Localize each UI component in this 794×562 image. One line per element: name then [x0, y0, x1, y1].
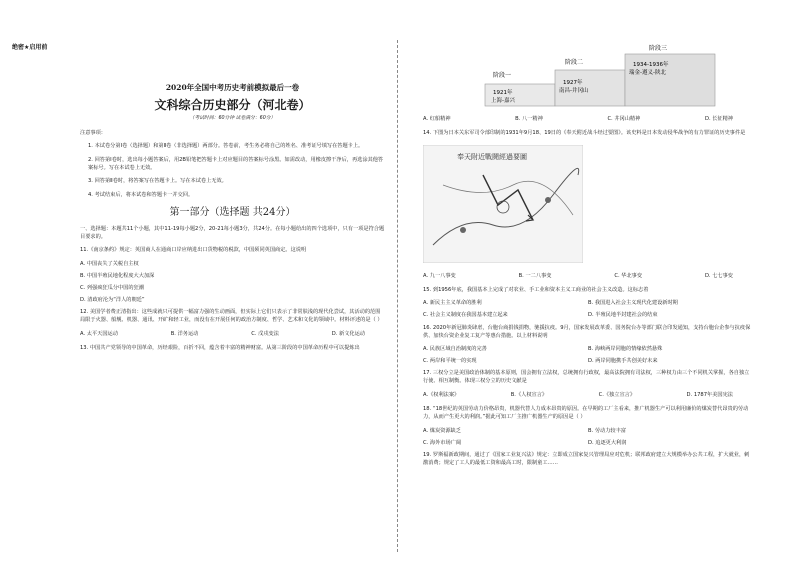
question-17-options: [423, 391, 753, 399]
question-18-option: B. 劳动力较丰富: [588, 427, 626, 434]
stage-timeline: [483, 44, 733, 108]
map-title: 奉天附近戰鬪經過要圖: [457, 152, 527, 161]
question-13-option: D. 长征精神: [704, 116, 733, 123]
exam-subtitle: 文科综合历史部分（河北卷）: [154, 97, 311, 112]
left-column: [80, 54, 385, 357]
timeline-year: 1934-1936年: [633, 62, 669, 68]
question-16-stem: 16. 2020年新冠肺炎肆虐，台胞台商捐钱捐物，驰援抗疫。9月，国家发展改革委、国务院台办等部门联合印发通知，支持台胞台企参与抗疫保供、加快台资企业复工复产等惠台措施。以上材料说明: [423, 324, 751, 339]
question-12-option: B. 洋务运动: [170, 330, 199, 337]
instruction-item: 2. 回答第Ⅰ卷时，选出每小题答案后，用2B铅笔把答题卡上对应题目的答案标号涂黑。如需改动，用橡皮擦干净后，再选涂其他答案标号。写在本试卷上无效。: [88, 156, 384, 171]
exam-title: 2020年全国中考历史考前模拟最后一卷: [165, 83, 300, 92]
right-column: [423, 44, 753, 472]
timeline-place: 上海-嘉兴: [491, 98, 515, 104]
map-city-marker: [460, 227, 466, 233]
question-15-options-row: [423, 299, 753, 307]
section-intro: 一、选择题：本题共11个小题，其中11-19每小题2分，20-21每小题3分，共24分。在每小题给出的四个选项中，只有一项是符合题目要求的。: [80, 225, 385, 240]
question-13-options: [423, 115, 753, 123]
question-15-option: C. 社会主义制度在我国基本建立起来: [423, 312, 508, 319]
question-16-options-row: [423, 357, 753, 365]
secret-label: 绝密★启用前: [12, 44, 48, 51]
question-15-option: D. 半殖民地半封建社会的结束: [588, 312, 658, 319]
question-12-options: [80, 330, 385, 338]
question-16-options-row: [423, 345, 753, 353]
question-15-stem: 15. 到1956年底，我国基本上完成了对农业、手工业和资本主义工商业的社会主义改造。这标志着: [423, 286, 649, 293]
question-17-stem: 17. 三权分立是美国政治体制的基本原则，国会拥有立法权，总统拥有行政权，最高法院拥有司法权，三种权力由三个不同机关掌握，各自独立行使、相互制衡。体现三权分立的历史文献是: [423, 370, 750, 385]
question-15-option: B. 我国进入社会主义现代化建设新时期: [588, 300, 678, 307]
question-18-options-row: [423, 439, 753, 447]
question-14-stem: 14. 下图为日本关东军司令部印制的1931年9月18、19日的《奉天附近战斗经过要图》。该史料是日本发动侵华战争的有力罪证的历史事件是: [423, 130, 746, 137]
question-11-stem: 11.《南京条约》规定：英国商人在通商口岸应纳进出口货物税的税款，中国须同英国商定。这说明: [80, 247, 307, 254]
question-16-option: B. 海峡两岸同胞的情缘依然悬殊: [588, 346, 663, 353]
question-14-options: [423, 272, 753, 280]
question-15-option: A. 新民主主义革命的胜利: [423, 300, 482, 307]
question-19-stem: 19. 罗斯福新政期间，通过了《国家工业复兴法》规定：立即成立国家复兴管理局应对危机；联邦政府建立大规模举办公共工程，扩大就业，刺激消费；规定了工人的最低工资和最高工时，限制童工……: [423, 451, 750, 466]
question-17-option: A.《权利法案》: [423, 391, 460, 398]
question-16-option: C. 两岸和平统一的实现: [423, 358, 477, 365]
question-17-option: C.《独立宣言》: [598, 391, 636, 398]
question-12-option: A. 太平天国运动: [80, 330, 118, 337]
instruction-item: 4. 考试结束后，将本试卷和答题卡一并交回。: [88, 191, 194, 198]
question-18-option: D. 追逐更大利润: [588, 439, 627, 446]
timeline-stage-label: 阶段一: [493, 72, 512, 79]
timeline-stage-label: 阶段二: [565, 59, 584, 66]
question-14-option: C. 华北事变: [614, 272, 643, 279]
instruction-item: 3. 回答第Ⅱ卷时，将答案写在答题卡上。写在本试卷上无效。: [88, 178, 227, 185]
question-13-option: A. 红船精神: [423, 116, 451, 123]
question-13-option: B. 八一精神: [515, 116, 543, 123]
map-frame: [423, 145, 583, 263]
question-18-stem: 18. “18世纪的英国劳动力价格昂贵，机器代替人力成本昂贵的原因。在早期的工厂主看来，推广机器生产可以利用廉价的煤炭替代昂贵的劳动力，从而产生更大的利润。”据此可知工厂主推广机器生产的原因是（ ）: [423, 405, 749, 420]
question-17-option: B.《人权宣言》: [510, 391, 548, 398]
question-15-options-row: [423, 311, 753, 319]
question-14-option: A. 九一八事变: [423, 272, 456, 279]
question-11-option: B. 中国半殖民地化程度大大加深: [80, 272, 155, 279]
timeline-place: 南昌-井冈山: [559, 88, 589, 94]
question-11-option: C. 列强疯狂瓜分中国的狂潮: [80, 284, 144, 291]
question-18-option: C. 海外市场广阔: [423, 439, 462, 446]
instruction-item: 1. 本试卷分第Ⅰ卷（选择题）和第Ⅱ卷（非选择题）两部分。答卷前，考生务必将自己的姓名、准考证号填写在答题卡上。: [88, 143, 364, 150]
question-18-options-row: [423, 427, 753, 435]
question-16-option: A. 民族区域自治制度的完善: [423, 346, 487, 353]
timeline-year: 1921年: [493, 90, 513, 96]
timeline-place: 瑞金-遵义-陕北: [629, 70, 666, 76]
battle-map-figure: [423, 145, 583, 263]
question-13-stem: 13. 中国共产党领导的中国革命，历经艰险，百折不回，蕴含着丰富的精神财富。从第三阶段的中国革命历程中可以提炼出: [80, 344, 360, 351]
question-16-option: D. 两岸同胞携手共创美好未来: [588, 358, 658, 365]
question-14-option: B. 一二八事变: [518, 272, 552, 279]
question-17-option: D. 1787年美国宪法: [686, 391, 733, 398]
instructions-title: 注意事项：: [80, 129, 106, 136]
timeline-year: 1927年: [563, 80, 583, 86]
question-14-option: D. 七七事变: [704, 272, 733, 279]
question-11-option: A. 中国丧失了关税自主权: [80, 260, 139, 267]
question-12-option: C. 戊戌变法: [251, 330, 279, 337]
map-city-marker: [545, 197, 551, 203]
timeline-stage-label: 阶段三: [649, 45, 668, 52]
question-18-option: A. 煤炭资源缺乏: [423, 427, 461, 434]
section-title: 第一部分（选择题 共24分）: [169, 207, 296, 219]
question-12-stem: 12. 美国学者费正清指出：这些成就只可提供一幅富力强的生动画面，但实际上它们只表示了非常肤浅的现代化尝试，其活动的范围局限于火器、船舰、机器、通讯、开矿和轻工业，而没有在开展任何的政治方制度、哲学、艺术和文化的领域中。材料评述的是（ ）: [80, 308, 383, 324]
exam-info: （考试时间：60分钟 试卷满分：60分）: [189, 116, 276, 122]
question-11-option: D. 清政府沦为“洋人的朝廷”: [80, 296, 145, 303]
column-divider: [397, 40, 398, 552]
question-12-option: D. 新文化运动: [331, 330, 365, 337]
question-13-option: C. 井冈山精神: [607, 116, 641, 123]
